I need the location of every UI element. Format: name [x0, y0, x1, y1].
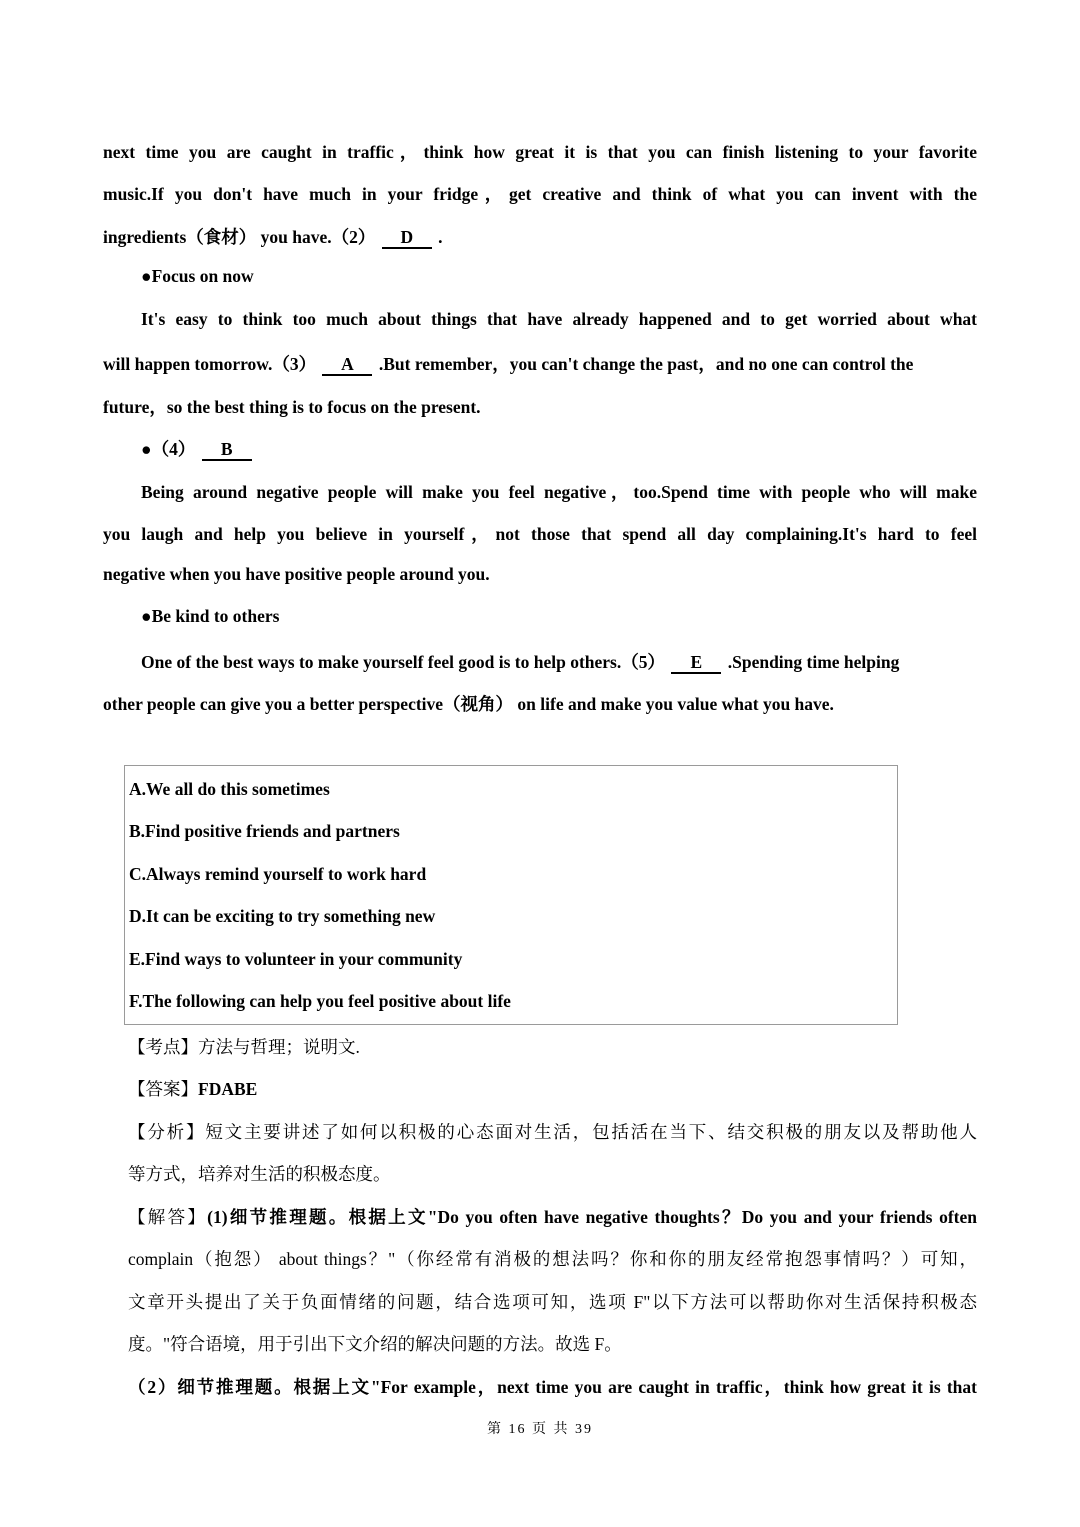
passage-line — [141, 649, 899, 674]
section-heading-4 — [141, 436, 254, 461]
passage-line: Being around negative people will make you feel negative，too.Spend time with people who will make — [141, 482, 977, 502]
option-e: E.Find ways to volunteer in your community — [129, 949, 463, 969]
passage-line — [103, 224, 443, 249]
jieda-line: 度。"符合语境，用于引出下文介绍的解决问题的方法。故选 F。 — [128, 1334, 622, 1354]
passage-text: .But remember，you can't change the past，and no one can control the — [378, 354, 914, 374]
passage-text: . — [438, 227, 443, 247]
option-b: B.Find positive friends and partners — [129, 821, 400, 841]
option-f: F.The following can help you feel positive about life — [129, 991, 511, 1011]
kaodian-line: 【考点】方法与哲理；说明文. — [128, 1037, 360, 1057]
daan-line — [128, 1068, 977, 1111]
jieda-line — [128, 1366, 977, 1409]
answer-blank-5: E — [671, 652, 721, 674]
passage-text: will happen tomorrow.（3） — [103, 354, 317, 374]
page-number: 第 16 页 共 39 — [487, 1422, 593, 1437]
passage-text: .Spending time helping — [727, 652, 900, 672]
jieda-text: (1)细节推理题。根据上文"Do you often have negative thoughts？Do you and your friends often — [207, 1207, 977, 1227]
passage-line: other people can give you a better perspective（视角） on life and make you value what you have. — [103, 694, 834, 714]
passage-line: future，so the best thing is to focus on the present. — [103, 397, 481, 417]
options-box — [124, 765, 898, 1025]
passage-line — [103, 351, 977, 376]
passage-text: ingredients（食材） you have.（2） — [103, 227, 376, 247]
fenxi-line: 【分析】短文主要讲述了如何以积极的心态面对生活，包括活在当下、结交积极的朋友以及帮助他人 — [128, 1122, 977, 1142]
section-heading-focus: ●Focus on now — [141, 266, 254, 286]
option-d: D.It can be exciting to try something new — [129, 906, 436, 926]
answer-blank-4: B — [202, 439, 252, 461]
jieda-line: complain（抱怨） about things？"（你经常有消极的想法吗？你和你的朋友经常抱怨事情吗？）可知， — [128, 1249, 977, 1269]
answer-blank-2: D — [382, 227, 432, 249]
passage-line: music.If you don't have much in your fridge，get creative and think of what you can invent with the — [103, 184, 977, 204]
answer-blank-3: A — [322, 354, 372, 376]
option-c: C.Always remind yourself to work hard — [129, 864, 427, 884]
jieda-text: （2）细节推理题。根据上文"For example，next time you are caught in traffic，think how great it is that — [128, 1377, 977, 1397]
passage-line: you laugh and help you believe in yourself，not those that spend all day complaining.It's hard to feel — [103, 524, 977, 544]
passage-text: One of the best ways to make yourself feel good is to help others.（5） — [141, 652, 665, 672]
option-a: A.We all do this sometimes — [129, 779, 330, 799]
fenxi-line: 等方式，培养对生活的积极态度。 — [128, 1164, 391, 1184]
jieda-line — [128, 1196, 977, 1239]
daan-label: 【答案】 — [128, 1079, 198, 1099]
jieda-label: 【解答】 — [128, 1207, 208, 1227]
passage-line: next time you are caught in traffic，think how great it is that you can finish listening to your favorite — [103, 142, 977, 162]
passage-line: It's easy to think too much about things that have already happened and to get worried about what — [141, 309, 977, 329]
heading-text: ●（4） — [141, 439, 196, 459]
passage-line: negative when you have positive people around you. — [103, 564, 490, 584]
jieda-line: 文章开头提出了关于负面情绪的问题，结合选项可知，选项 F"以下方法可以帮助你对生活保持积极态 — [128, 1292, 977, 1312]
section-heading-kind: ●Be kind to others — [141, 606, 280, 626]
daan-value: FDABE — [198, 1079, 258, 1099]
